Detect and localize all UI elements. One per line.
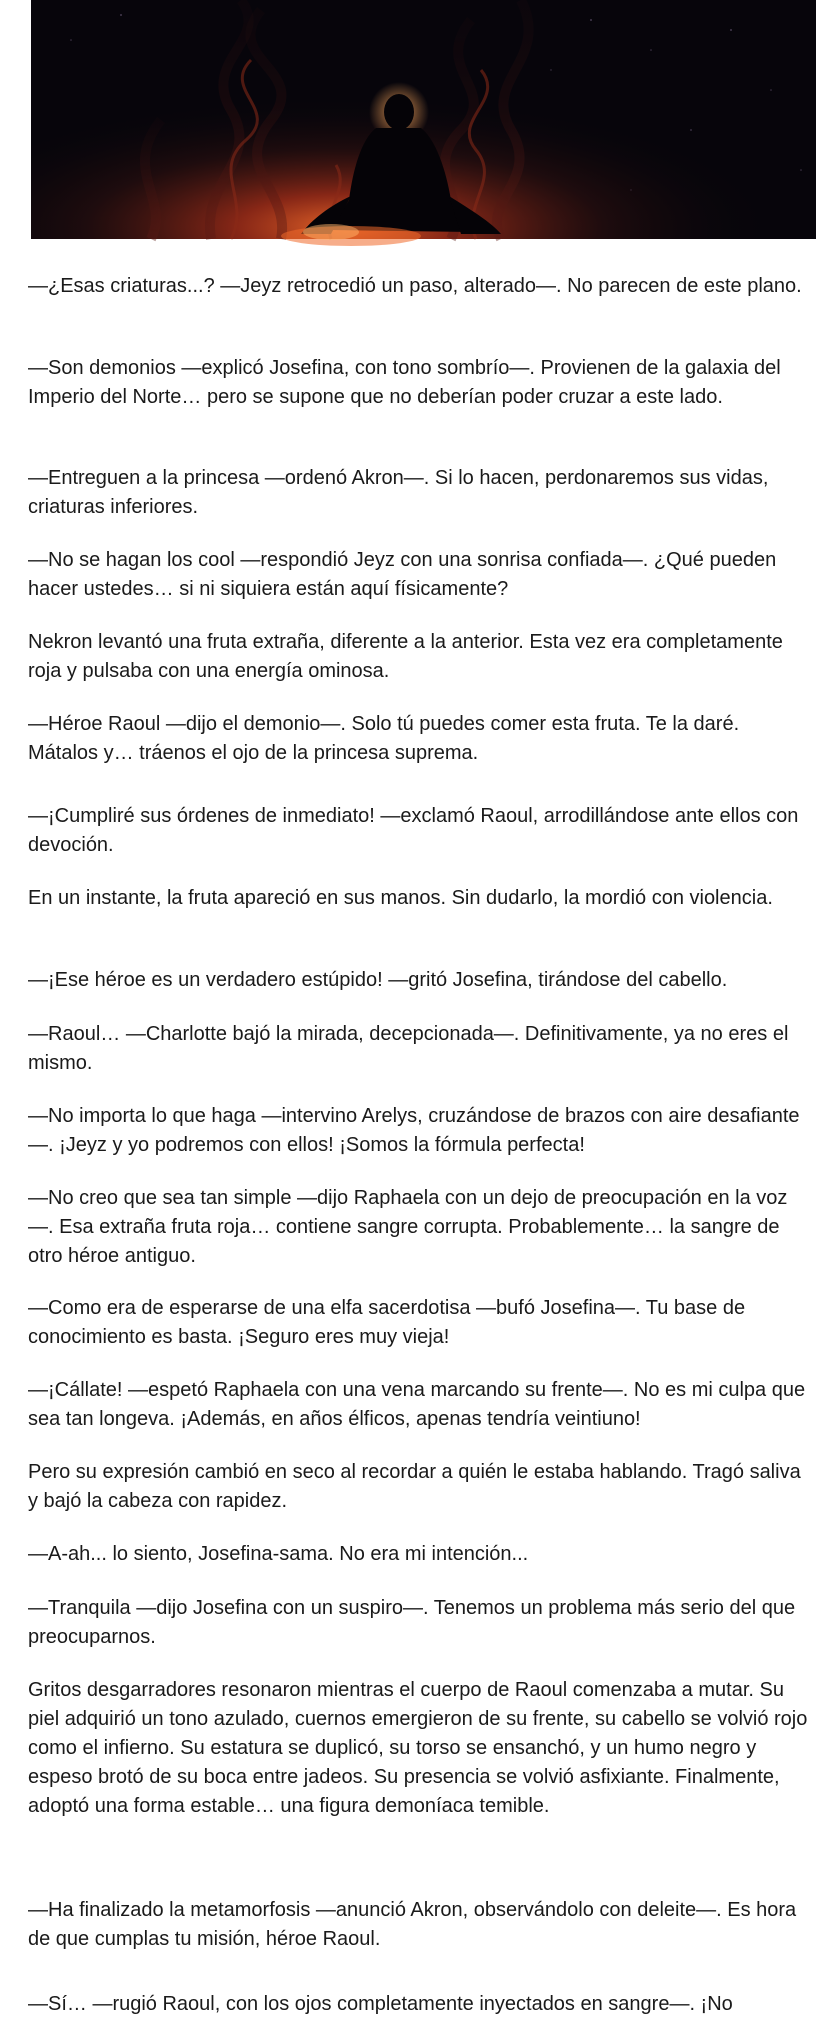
- story-paragraph: —¡Ese héroe es un verdadero estúpido! —gritó Josefina, tirándose del cabello.: [28, 969, 728, 991]
- story-paragraph: —No se hagan los cool —respondió Jeyz con una sonrisa confiada—. ¿Qué pueden hacer ustedes… si ni siquiera están aquí físicamente?: [28, 549, 777, 600]
- story-paragraph: Nekron levantó una fruta extraña, diferente a la anterior. Esta vez era completamente roja y pulsaba con una energía ominosa.: [28, 631, 783, 682]
- story-paragraph: —Ha finalizado la metamorfosis —anunció Akron, observándolo con deleite—. Es hora de que cumplas tu misión, héroe Raoul.: [28, 1899, 797, 1950]
- story-illustration: [31, 0, 816, 239]
- story-paragraph: —No creo que sea tan simple —dijo Raphaela con un dejo de preocupación en la voz—. Esa extraña fruta roja… contiene sangre corrupta. Probablemente… la sangre de otro héroe antiguo.: [28, 1187, 788, 1267]
- story-paragraph: En un instante, la fruta apareció en sus manos. Sin dudarlo, la mordió con violencia.: [28, 887, 773, 909]
- story-paragraph: Pero su expresión cambió en seco al recordar a quién le estaba hablando. Tragó saliva y bajó la cabeza con rapidez.: [28, 1461, 801, 1512]
- story-paragraph: —¡Cállate! —espetó Raphaela con una vena marcando su frente—. No es mi culpa que sea tan longeva. ¡Además, en años élficos, apenas tendría veintiuno!: [28, 1379, 806, 1430]
- story-paragraph: —Tranquila —dijo Josefina con un suspiro—. Tenemos un problema más serio del que preocuparnos.: [28, 1597, 796, 1648]
- story-paragraph: —Raoul… —Charlotte bajó la mirada, decepcionada—. Definitivamente, ya no eres el mismo.: [28, 1023, 789, 1074]
- story-paragraph: —Son demonios —explicó Josefina, con tono sombrío—. Provienen de la galaxia del Imperio del Norte… pero se supone que no deberían poder cruzar a este lado.: [28, 357, 781, 408]
- story-paragraph: —¿Esas criaturas...? —Jeyz retrocedió un paso, alterado—. No parecen de este plano.: [28, 275, 802, 297]
- story-paragraph: —Héroe Raoul —dijo el demonio—. Solo tú puedes comer esta fruta. Te la daré. Mátalos y… tráenos el ojo de la princesa suprema.: [28, 713, 740, 764]
- story-paragraph: —Entreguen a la princesa —ordenó Akron—. Si lo hacen, perdonaremos sus vidas, criaturas inferiores.: [28, 467, 769, 518]
- story-paragraph: —No importa lo que haga —intervino Arelys, cruzándose de brazos con aire desafiante—. ¡Jeyz y yo podremos con ellos! ¡Somos la fórmula perfecta!: [28, 1105, 800, 1156]
- story-paragraph: —Como era de esperarse de una elfa sacerdotisa —bufó Josefina—. Tu base de conocimiento es basta. ¡Seguro eres muy vieja!: [28, 1297, 746, 1348]
- story-paragraph: —A-ah... lo siento, Josefina-sama. No era mi intención...: [28, 1543, 529, 1565]
- demon-silhouette-image: [31, 0, 816, 239]
- story-paragraph: —Sí… —rugió Raoul, con los ojos completamente inyectados en sangre—. ¡No: [28, 1993, 733, 2015]
- story-paragraph: —¡Cumpliré sus órdenes de inmediato! —exclamó Raoul, arrodillándose ante ellos con devoción.: [28, 805, 799, 856]
- story-paragraph: Gritos desgarradores resonaron mientras el cuerpo de Raoul comenzaba a mutar. Su piel adquirió un tono azulado, cuernos emergieron de su frente, su cabello se volvió rojo como el infierno. Su estatura se duplicó, su torso se ensanchó, y un humo negro y espeso brotó de su boca entre jadeos. Su presencia se volvió asfixiante. Finalmente, adoptó una forma estable… una figura demoníaca temible.: [28, 1679, 808, 1817]
